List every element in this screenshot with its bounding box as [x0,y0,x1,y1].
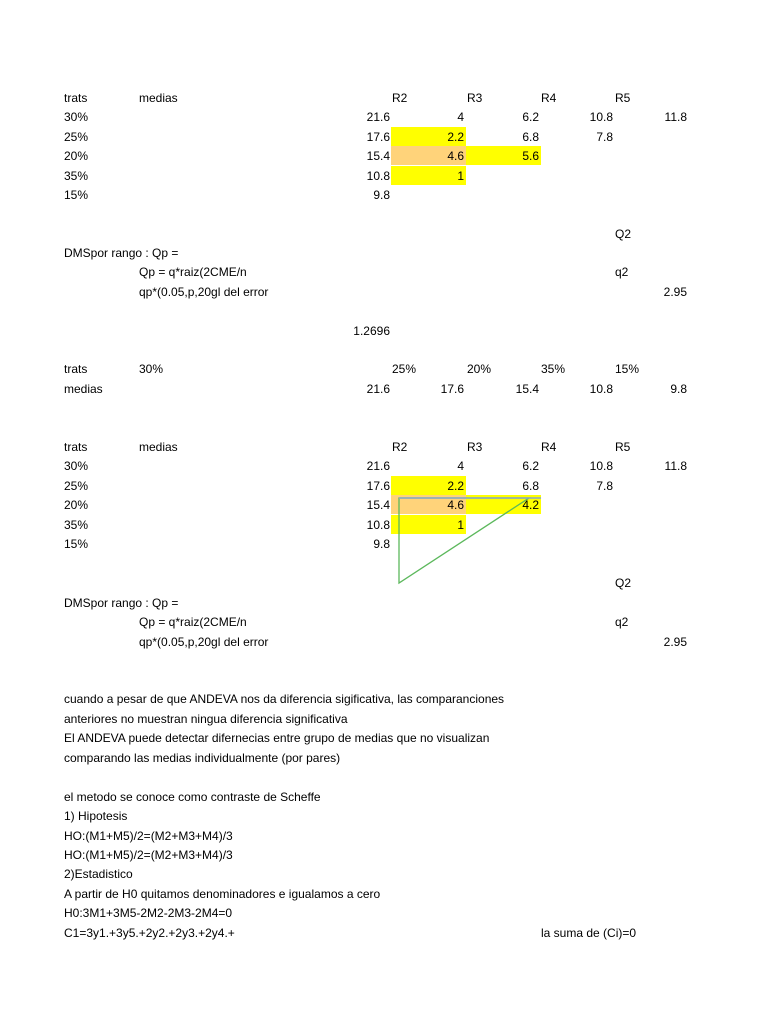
b2-header-r3: R3 [467,440,483,454]
sum-note: la suma de (Ci)=0 [541,926,637,940]
note-line: C1=3y1.+3y5.+2y2.+2y3.+2y4.+ [64,926,235,940]
b1-row-trat: 25% [64,130,89,144]
b2-header-r4: R4 [541,440,557,454]
note-line: HO:(M1+M5)/2=(M2+M3+M4)/3 [64,829,233,843]
b2-row-trat: 25% [64,479,89,493]
b1-row-media: 21.6 [366,110,390,124]
b2-row-trat: 35% [64,518,89,532]
b2-row-r4: 7.8 [596,479,613,493]
b1-row-r2: 2.2 [447,130,464,144]
b2-qp-gl: qp*(0.05,p,20gl del error [139,635,269,649]
b1-row-media: 9.8 [373,188,390,202]
b2-row-trat: 30% [64,459,89,473]
b2-q2-label: Q2 [615,576,632,590]
b2-q2-small: q2 [615,615,629,629]
order-medias-label: medias [64,382,103,396]
b1-row-r3: 5.6 [522,149,539,163]
b2-row-r3: 6.8 [522,479,539,493]
b1-row-r3: 6.8 [522,130,539,144]
order-trat: 35% [541,362,566,376]
b2-row-trat: 15% [64,537,89,551]
order-trat: 25% [392,362,417,376]
order-trat: 20% [467,362,492,376]
note-line: HO:(M1+M5)/2=(M2+M3+M4)/3 [64,848,233,862]
b2-row-r2: 1 [457,518,464,532]
b1-row-r2: 4.6 [447,149,464,163]
order-media: 15.4 [515,382,539,396]
b2-row-r2: 2.2 [447,479,464,493]
b1-row-r5: 11.8 [664,110,687,124]
b2-header-trats: trats [64,440,88,454]
b1-row-media: 15.4 [366,149,390,163]
b1-row-media: 10.8 [366,169,390,183]
b1-row-trat: 35% [64,169,89,183]
b2-row-r3: 4.2 [522,498,539,512]
b1-row-r4: 7.8 [596,130,613,144]
b1-row-trat: 20% [64,149,89,163]
b1-row-r4: 10.8 [589,110,613,124]
b1-q-value: 2.95 [663,285,687,299]
b1-row-r2: 1 [457,169,464,183]
note-line: H0:3M1+3M5-2M2-2M3-2M4=0 [64,906,233,920]
b1-row-r2: 4 [457,110,464,124]
b2-row-r4: 10.8 [589,459,613,473]
b2-row-media: 17.6 [366,479,390,493]
order-trat: 15% [615,362,640,376]
b2-row-r2: 4 [457,459,464,473]
order-media: 9.8 [670,382,687,396]
b2-row-trat: 20% [64,498,89,512]
b2-row-r5: 11.8 [664,459,687,473]
note-line: El ANDEVA puede detectar difernecias entre grupo de medias que no visualizan [64,731,490,745]
b1-dms-label: DMSpor rango : Qp = [64,246,179,260]
b1-header-trats: trats [64,91,88,105]
note-line: cuando a pesar de que ANDEVA nos da diferencia sigificativa, las comparanciones [64,692,505,706]
note-line: A partir de H0 quitamos denominadores e igualamos a cero [64,887,381,901]
b2-q-value: 2.95 [663,635,687,649]
b1-header-r5: R5 [615,91,631,105]
order-trats-label: trats [64,362,88,376]
b1-row-trat: 30% [64,110,89,124]
b2-header-r2: R2 [392,440,408,454]
note-line: 1) Hipotesis [64,809,128,823]
note-line: el metodo se conoce como contraste de Scheffe [64,790,321,804]
note-line: anteriores no muestran ningua diferencia significativa [64,712,348,726]
b2-row-r3: 6.2 [522,459,539,473]
b1-qp-formula: Qp = q*raiz(2CME/n [139,265,247,279]
b1-row-trat: 15% [64,188,89,202]
order-media: 10.8 [589,382,613,396]
b1-result: 1.2696 [353,324,390,338]
b2-row-media: 21.6 [366,459,390,473]
b2-header-medias: medias [139,440,178,454]
b1-row-media: 17.6 [366,130,390,144]
order-trat: 30% [139,362,164,376]
b1-header-r2: R2 [392,91,408,105]
b2-row-media: 10.8 [366,518,390,532]
order-media: 21.6 [366,382,390,396]
b2-row-media: 9.8 [373,537,390,551]
b2-qp-formula: Qp = q*raiz(2CME/n [139,615,247,629]
b2-header-r5: R5 [615,440,631,454]
b2-row-media: 15.4 [366,498,390,512]
b1-q2-small: q2 [615,265,629,279]
b2-dms-label: DMSpor rango : Qp = [64,596,179,610]
b1-q2-label: Q2 [615,227,632,241]
b1-qp-gl: qp*(0.05,p,20gl del error [139,285,269,299]
b1-row-r3: 6.2 [522,110,539,124]
b1-header-r4: R4 [541,91,557,105]
note-line: comparando las medias individualmente (por pares) [64,751,341,765]
b2-row-r2: 4.6 [447,498,464,512]
b1-header-medias: medias [139,91,178,105]
order-media: 17.6 [440,382,464,396]
b1-header-r3: R3 [467,91,483,105]
note-line: 2)Estadistico [64,867,133,881]
